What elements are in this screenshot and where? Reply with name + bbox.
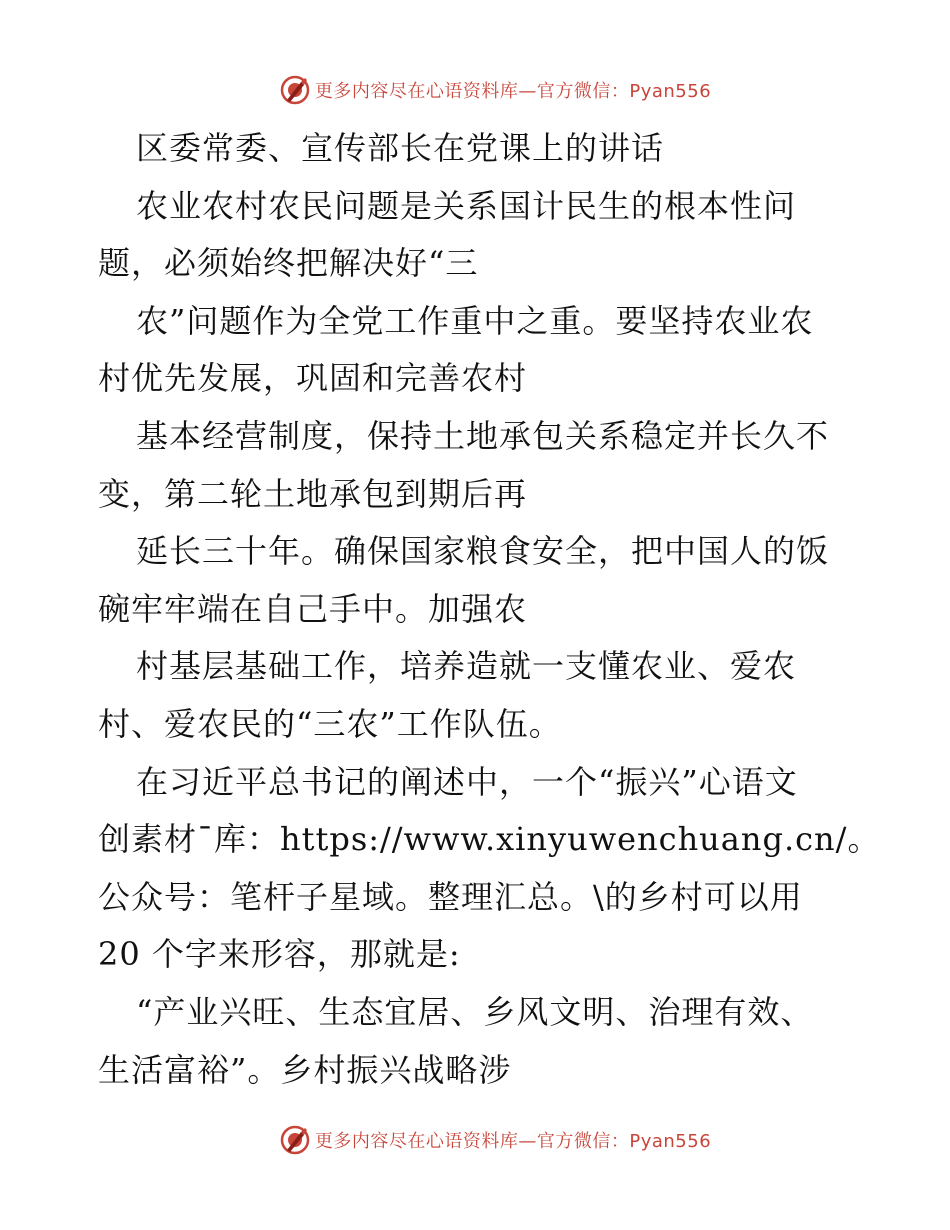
- paragraph-line: 变，第二轮土地承包到期后再: [98, 474, 528, 513]
- paragraph-line: 在习近平总书记的阐述中，一个“振兴”心语文: [136, 762, 798, 801]
- paragraph-line: 延长三十年。确保国家粮食安全，把中国人的饭: [136, 532, 830, 571]
- paragraph-line: 村、爱农民的“三农”工作队伍。: [98, 704, 562, 743]
- paragraph-line: 公众号：笔杆子星域。整理汇总。\的乡村可以用: [98, 877, 803, 916]
- paragraph-line: 题，必须始终把解决好“三: [98, 244, 479, 283]
- paragraph-line: “产业兴旺、生态宜居、乡风文明、治理有效、: [136, 992, 814, 1031]
- paragraph-line: 碗牢牢端在自己手中。加强农: [98, 589, 528, 628]
- paragraph-line: 生活富裕”。乡村振兴战略涉: [98, 1050, 512, 1089]
- paragraph-line: 创素材¯库：https://www.xinyuwenchuang.cn/。: [98, 820, 881, 859]
- paragraph-line: 农”问题作为全党工作重中之重。要坚持农业农: [136, 301, 814, 340]
- paragraph-line: 基本经营制度，保持土地承包关系稳定并长久不: [136, 416, 830, 455]
- watermark-text: 更多内容尽在心语资料库—官方微信：Pyan556: [314, 81, 712, 102]
- pen-logo-icon: [279, 74, 311, 106]
- paragraph-line: 村优先发展，巩固和完善农村: [98, 359, 528, 398]
- header-watermark-banner: [0, 70, 950, 110]
- document-body: [98, 120, 881, 1099]
- paragraph-line: 村基层基础工作，培养造就一支懂农业、爱农: [136, 647, 797, 686]
- document-title: 区委常委、宣传部长在党课上的讲话: [136, 129, 665, 167]
- pen-logo-icon: [279, 1124, 311, 1156]
- watermark-text: 更多内容尽在心语资料库—官方微信：Pyan556: [314, 1131, 712, 1152]
- paragraph-line: 20 个字来形容，那就是:: [98, 935, 461, 974]
- paragraph-line: 农业农村农民问题是关系国计民生的根本性问: [136, 186, 797, 225]
- footer-watermark-banner: [0, 1120, 950, 1160]
